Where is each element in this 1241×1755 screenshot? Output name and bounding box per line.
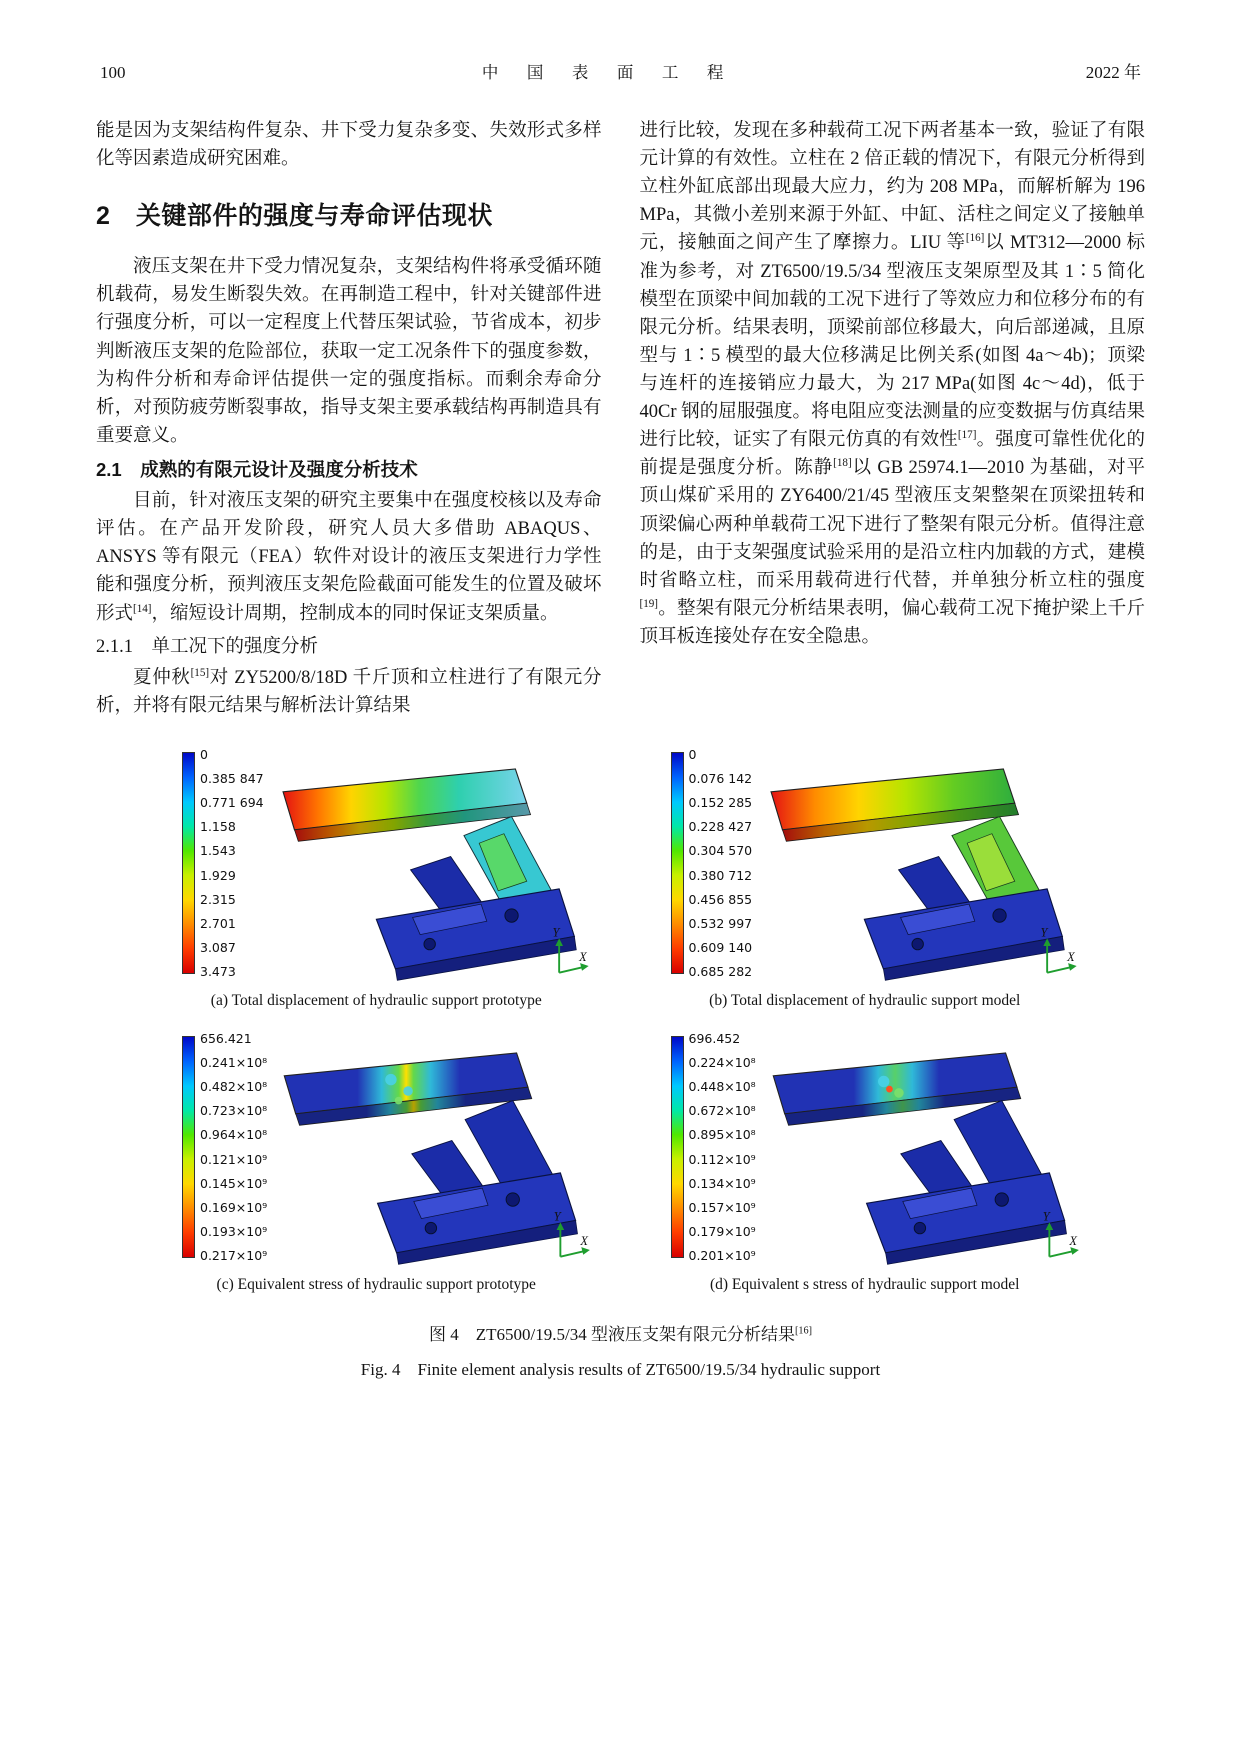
svg-text:X: X (578, 950, 587, 965)
left-column (96, 117, 602, 720)
legend-value: 0.193×10⁹ (200, 1223, 268, 1239)
legend-value: 0.895×10⁸ (688, 1127, 756, 1143)
section-heading-2: 2 关键部件的强度与寿命评估现状 (96, 202, 493, 231)
legend-a (182, 748, 264, 979)
right-column (640, 117, 1146, 720)
legend-value: 0 (688, 746, 697, 762)
fea-model-displacement-prototype (272, 748, 597, 986)
colorbar-b (671, 752, 684, 974)
section-heading-2-1-1: 2.1.1 单工况下的强度分析 (96, 636, 319, 657)
subfigure-b (645, 748, 1086, 1010)
legend-value: 1.929 (200, 867, 236, 883)
body-paragraph: 夏仲秋[15]对 ZY5200/8/18D 千斤顶和立柱进行了有限元分析，并将有限元结果与解析法计算结果 (96, 666, 602, 716)
legend-labels-d (689, 1031, 756, 1263)
legend-value: 2.315 (200, 891, 236, 907)
legend-value: 3.087 (200, 939, 236, 955)
colorbar-c (182, 1036, 195, 1258)
legend-value: 0.179×10⁹ (688, 1223, 756, 1239)
legend-c (182, 1032, 267, 1263)
figure-grid (96, 748, 1145, 1294)
legend-value: 0.456 855 (688, 891, 753, 907)
body-paragraph: 液压支架在井下受力情况复杂，支架结构件将承受循环随机载荷，易发生断裂失效。在再制造工程中，针对关键部件进行强度分析，可以一定程度上代替压架试验，节省成本，初步判断液压支架的危险部位，获取一定工况条件下的强度参数，为构件分析和寿命评估提供一定的强度指标。而剩余寿命分析，对预防疲劳断裂事故，指导支架主要承载结构再制造具有重要意义。 (96, 257, 602, 446)
svg-text:X: X (1067, 950, 1075, 965)
subfigure-b-caption: (b) Total displacement of hydraulic support model (709, 991, 1021, 1009)
legend-value: 656.421 (200, 1030, 252, 1046)
legend-d (671, 1032, 756, 1263)
body-paragraph: 能是因为支架结构件复杂、井下受力复杂多变、失效形式多样化等因素造成研究困难。 (96, 121, 602, 170)
body-paragraph: 进行比较，发现在多种载荷工况下两者基本一致，验证了有限元计算的有效性。立柱在 2 倍正载的情况下，有限元分析得到立柱外缸底部出现最大应力，约为 208 MPa，而解析解为 196 MPa，其微小差别来源于外缸、中缸、活柱之间定义了接触单元，接触面之间产生了摩擦力。LIU 等[16]以 MT312—2000 标准为参考，对 ZT6500/19.5/34 型液压支架原型及其 1∶5 简化模型在顶梁中间加载的工况下进行了等效应力和位移分布的有限元分析。结果表明，顶梁前部位移最大，向后部递减，且原型与 1∶5 模型的最大位移满足比例关系(如图 4a～4b)；顶梁与连杆的连接销应力最大，为 217 MPa(如图 4c～4d)，低于 40Cr 钢的屈服强度。将电阻应变法测量的应变数据与仿真结果进行比较，证实了有限元仿真的有效性[17]。强度可靠性优化的前提是强度分析。陈静[18]以 GB 25974.1—2010 为基础，对平顶山煤矿采用的 ZY6400/21/45 型液压支架整架在顶梁扭转和顶梁偏心两种单载荷工况下进行了整架有限元分析。值得注意的是，由于支架强度试验采用的是沿立柱内加载的方式，建模时省略立柱，而采用载荷进行代替，并单独分析立柱的强度[19]。整架有限元分析结果表明，偏心载荷工况下掩护梁上千斤顶耳板连接处存在安全隐患。 (639, 121, 1145, 647)
fea-model-stress-prototype (275, 1032, 596, 1270)
svg-text:Y: Y (1042, 1209, 1050, 1224)
legend-value: 0.112×10⁹ (688, 1151, 756, 1167)
legend-value: 0.217×10⁹ (200, 1247, 268, 1263)
legend-labels-c (200, 1031, 267, 1263)
section-heading-2-1: 2.1 成熟的有限元设计及强度分析技术 (96, 458, 418, 480)
page-number: 100 (100, 63, 126, 82)
legend-value: 1.158 (200, 819, 236, 835)
legend-value: 0.228 427 (688, 819, 753, 835)
figure-caption-zh: 图 4 ZT6500/19.5/34 型液压支架有限元分析结果[16] (429, 1324, 812, 1344)
legend-value: 0.241×10⁸ (200, 1055, 268, 1071)
figure-4 (96, 748, 1145, 1380)
journal-title: 中 国 表 面 工 程 (481, 63, 730, 82)
subfigure-c-caption: (c) Equivalent stress of hydraulic support prototype (216, 1275, 536, 1293)
legend-value: 0.964×10⁸ (200, 1127, 268, 1143)
running-header (96, 58, 1145, 83)
svg-text:Y: Y (1040, 925, 1048, 940)
svg-text:Y: Y (553, 1209, 561, 1224)
legend-value: 0.152 285 (688, 795, 753, 811)
subfigure-d (645, 1032, 1086, 1294)
legend-value: 0.385 847 (200, 771, 264, 787)
colorbar-a (182, 752, 195, 974)
legend-labels-b (689, 747, 753, 979)
legend-b (671, 748, 753, 979)
legend-value: 0.609 140 (688, 939, 753, 955)
legend-value: 0.134×10⁹ (688, 1175, 756, 1191)
legend-value: 0.169×10⁹ (200, 1199, 268, 1215)
legend-labels-a (200, 747, 264, 979)
legend-value: 0.224×10⁸ (688, 1055, 756, 1071)
legend-value: 0.448×10⁸ (688, 1079, 756, 1095)
legend-value: 3.473 (200, 963, 236, 979)
legend-value: 696.452 (688, 1030, 741, 1046)
legend-value: 2.701 (200, 915, 236, 931)
colorbar-d (671, 1036, 684, 1258)
legend-value: 0.723×10⁸ (200, 1103, 268, 1119)
legend-value: 0.672×10⁸ (688, 1103, 756, 1119)
legend-value: 0.380 712 (688, 867, 753, 883)
svg-text:X: X (1069, 1234, 1077, 1249)
legend-value: 0.304 570 (688, 843, 753, 859)
body-paragraph: 目前，针对液压支架的研究主要集中在强度校核以及寿命评估。在产品开发阶段，研究人员大多借助 ABAQUS、ANSYS 等有限元（FEA）软件对设计的液压支架进行力学性能和强度分析，预判液压支架危险截面可能发生的位置及破坏形式[14]，缩短设计周期，控制成本的同时保证支架质量。 (96, 491, 602, 624)
svg-text:Y: Y (552, 925, 559, 940)
legend-value: 0.157×10⁹ (688, 1199, 756, 1215)
legend-value: 0.482×10⁸ (200, 1079, 268, 1095)
subfigure-c (156, 1032, 597, 1294)
legend-value: 0.145×10⁹ (200, 1175, 268, 1191)
figure-caption-en: Fig. 4 Finite element analysis results of ZT6500/19.5/34 hydraulic support (360, 1359, 881, 1379)
svg-text:X: X (580, 1234, 589, 1249)
legend-value: 1.543 (200, 843, 236, 859)
subfigure-a-caption: (a) Total displacement of hydraulic support prototype (210, 991, 542, 1009)
legend-value: 0.532 997 (688, 915, 753, 931)
legend-value: 0.121×10⁹ (200, 1151, 268, 1167)
legend-value: 0.771 694 (200, 795, 264, 811)
subfigure-d-caption: (d) Equivalent s stress of hydraulic support model (709, 1275, 1020, 1293)
legend-value: 0.076 142 (688, 771, 753, 787)
fea-model-displacement-model (760, 748, 1085, 986)
subfigure-a (156, 748, 597, 1010)
fea-model-stress-model (764, 1032, 1085, 1270)
legend-value: 0 (200, 746, 208, 762)
legend-value: 0.685 282 (688, 963, 753, 979)
publication-year: 2022 年 (1085, 63, 1141, 82)
text-columns (96, 117, 1145, 720)
legend-value: 0.201×10⁹ (688, 1247, 756, 1263)
